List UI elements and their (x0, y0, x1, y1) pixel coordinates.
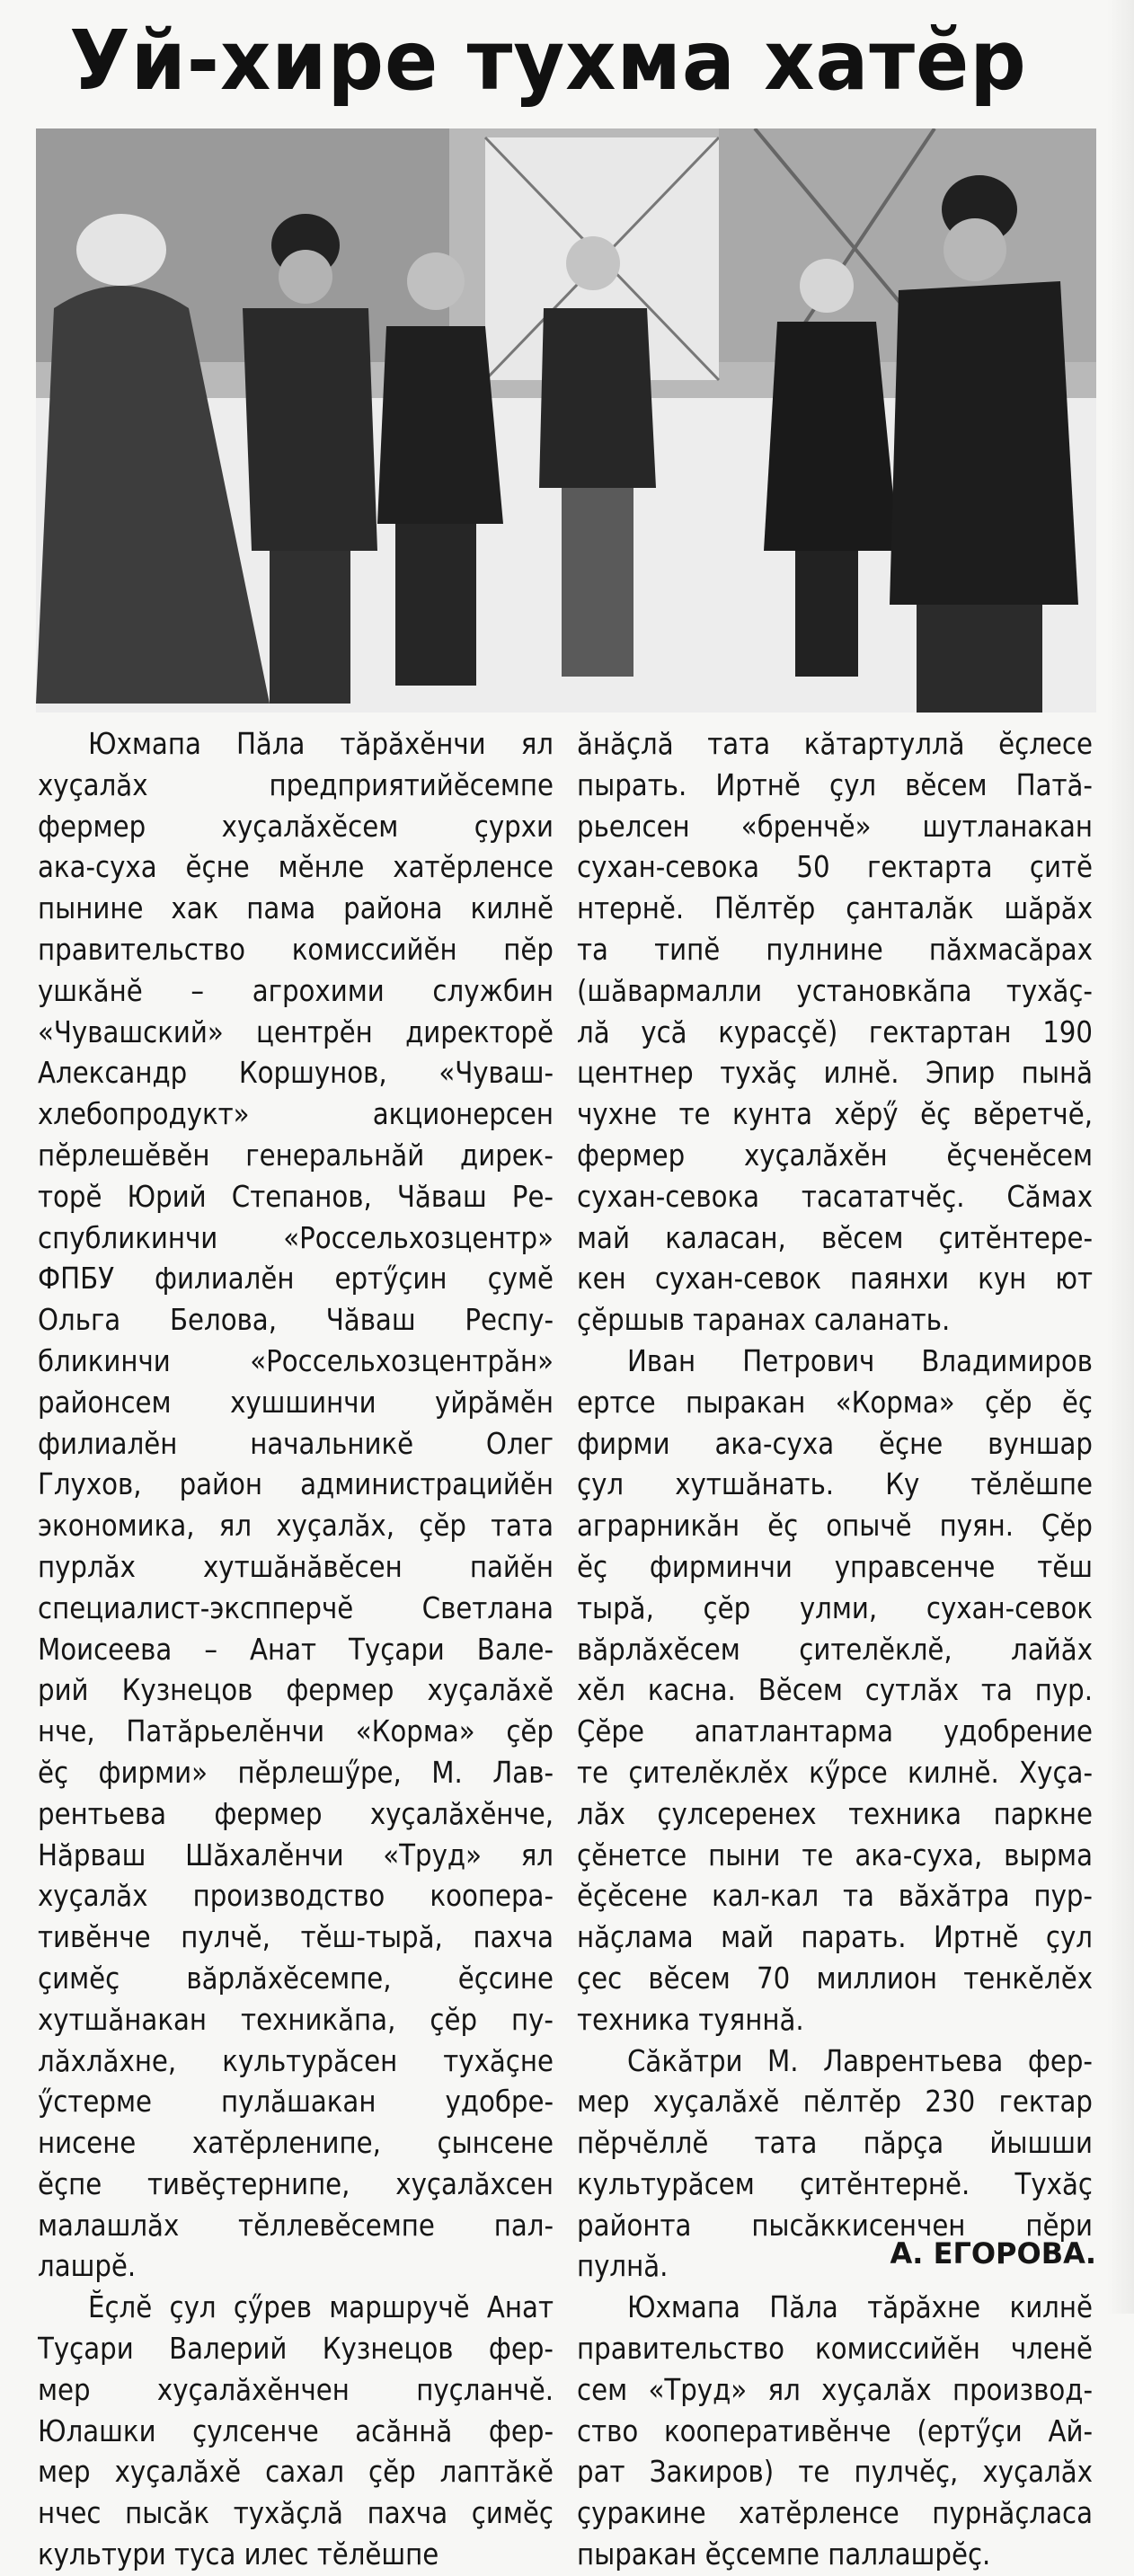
article-line: çул хутшăнать. Ку тĕлĕшпе (577, 1467, 1093, 1502)
article-line: пыракан ĕçсемпе паллашрĕç. (577, 2537, 991, 2572)
article-line: Глухов, район администрацийĕн (38, 1467, 554, 1502)
article-line: нчес пысăк тухăçлă пахча çимĕç (38, 2496, 554, 2531)
article-line: Юлашки çулсенче асăннă фер- (38, 2413, 554, 2448)
article-line: Юхмапа Пăла тăрăхне килнĕ (627, 2290, 1093, 2325)
article-line: сем «Труд» ял хуçалăх производ- (577, 2372, 1093, 2407)
article-photo (36, 128, 1096, 713)
article-line: кен сухан-севок паянхи кун ют (577, 1261, 1093, 1297)
article-line: çимĕç вăрлăхĕсемпе, ĕçсине (38, 1961, 554, 1996)
article-line: ĕçĕсене кал-кал та вăхăтра пур- (577, 1879, 1093, 1914)
article-line: Александр Коршунов, «Чуваш- (38, 1056, 554, 1091)
article-line: хуçалăх производство коопера- (38, 1879, 554, 1914)
article-line: (шăвармалли установкăпа тухăç- (577, 973, 1093, 1008)
article-line: нтернĕ. Пĕлтĕр çанталăк шăрăх (577, 891, 1093, 926)
article-line: Çĕре апатлантарма удобрение (577, 1714, 1093, 1749)
article-line: Сăкăтри М. Лаврентьева фер- (627, 2043, 1093, 2078)
article-line: Иван Петрович Владимиров (627, 1343, 1093, 1378)
article-line: районта пысăккисенчен пĕри (577, 2208, 1093, 2243)
article-line: рий Кузнецов фермер хуçалăхĕ (38, 1673, 554, 1708)
article-line: культурăсем çитĕнтернĕ. Тухăç (577, 2166, 1093, 2201)
article-line: малашлăх тĕллевĕсемпе пал- (38, 2208, 554, 2243)
article-line: тырă, çĕр улми, сухан-севок (577, 1590, 1093, 1625)
article-line: сухан-севока 50 гектарта çитĕ (577, 850, 1093, 885)
article-line: çĕнетсе пыни те ака-суха, вырма (577, 1837, 1093, 1872)
article-line: вăрлăхĕсем çителĕклĕ, лайăх (577, 1632, 1093, 1667)
article-line: пĕрчĕллĕ тата пăрçа йышши (577, 2126, 1093, 2161)
article-line: те çителĕклĕх кӳрсе килнĕ. Хуçа- (577, 1755, 1093, 1790)
article-line: фирми ака-суха ĕçне вуншар (577, 1426, 1093, 1461)
article-line: хĕл касна. Вĕсем сутлăх та пур. (577, 1673, 1093, 1708)
article-line: çĕршыв таранах саланать. (577, 1303, 951, 1338)
article-line: экономика, ял хуçалăх, çĕр тата (38, 1509, 554, 1544)
article-column-left (38, 724, 554, 2576)
article-author: А. ЕГОРОВА. (890, 2236, 1096, 2271)
article-line: культури туса илес тĕлĕшпе (38, 2537, 439, 2572)
article-line: мер хуçалăхĕ сахал çĕр лаптăкĕ (38, 2455, 554, 2490)
article-line: Моисеева – Анат Туçари Вале- (38, 1632, 554, 1667)
page-edge (1107, 0, 1134, 2314)
article-line: ăнăçлă тата кăтартуллă ĕçлесе (577, 727, 1093, 761)
article-line: ство кооперативĕнче (ертӳçи Ай- (577, 2413, 1093, 2448)
article-line: пурлăх хутшăнăвĕсен пайĕн (38, 1549, 554, 1584)
article-line: рентьева фермер хуçалăхĕнче, (38, 1796, 554, 1831)
article-line: районсем хушшинчи уйрăмĕн (38, 1385, 554, 1420)
article-line: пĕрлешĕвĕн генеральнăй дирек- (38, 1138, 554, 1173)
article-line: филиалĕн начальникĕ Олег (38, 1426, 554, 1461)
article-line: ертсе пыракан «Корма» çĕр ĕç (577, 1385, 1093, 1420)
article-line: нăçлама май парать. Иртнĕ çул (577, 1920, 1093, 1955)
article-line: Туçари Валерий Кузнецов фер- (38, 2332, 554, 2367)
article-line: центнер тухăç илнĕ. Эпир пынă (577, 1056, 1093, 1091)
article-line: фермер хуçалăхĕсем çурхи (38, 809, 554, 844)
article-line: пулнă. (577, 2249, 669, 2284)
article-line: спубликинчи «Россельхозцентр» (38, 1220, 554, 1255)
article-line: нче, Патăрьелĕнчи «Корма» çĕр (38, 1714, 554, 1749)
article-line: бликинчи «Россельхозцентрăн» (38, 1343, 554, 1378)
article-line: ФПБУ филиалĕн ертӳçин çумĕ (38, 1261, 554, 1297)
article-line: нисене хатĕрленипе, çынсене (38, 2126, 554, 2161)
article-column-right (577, 724, 1093, 2576)
article-line: Ĕçлĕ çул çӳрев маршручĕ Анат (88, 2290, 554, 2325)
article-line: мер хуçалăхĕ пĕлтĕр 230 гектар (577, 2085, 1093, 2120)
article-line: ушкăнĕ – агрохими службин (38, 973, 554, 1008)
group-photo-icon (36, 128, 1096, 713)
article-line: техника туяннă. (577, 2002, 804, 2037)
article-line: май каласан, вĕсем çитĕнтере- (577, 1220, 1093, 1255)
article-line: Нăрваш Шăхалĕнчи «Труд» ял (38, 1837, 554, 1872)
article-line: тивĕнче пулчĕ, тĕш-тырă, пахча (38, 1920, 554, 1955)
article-line: та типĕ пулнине пăхмасăрах (577, 932, 1093, 967)
article-line: аграрникăн ĕç опычĕ пуян. Çĕр (577, 1509, 1093, 1544)
article-line: çес вĕсем 70 миллион тенкĕлĕх (577, 1961, 1093, 1996)
article-line: специалист-экспперчĕ Светлана (38, 1590, 554, 1625)
article-line: правительство комиссийĕн пĕр (38, 932, 554, 967)
article-headline: Уй-хире тухма хатĕр (69, 13, 1027, 109)
article-line: торĕ Юрий Степанов, Чăваш Ре- (38, 1179, 554, 1214)
article-line: сухан-севока тасататчĕç. Сăмах (577, 1179, 1093, 1214)
article-line: пырать. Иртнĕ çул вĕсем Патă- (577, 767, 1093, 802)
article-line: Ольга Белова, Чăваш Респу- (38, 1303, 554, 1338)
article-line: хутшăнакан техникăпа, çĕр пу- (38, 2002, 554, 2037)
article-line: пынине хак пама района килнĕ (38, 891, 554, 926)
article-line: хуçалăх предприятийĕсемпе (38, 767, 554, 802)
article-line: ӳстерме пулăшакан удобре- (38, 2085, 554, 2120)
article-line: рьелсен «бренчĕ» шутланакан (577, 809, 1093, 844)
article-line: чухне те кунта хĕрӳ ĕç вĕретчĕ, (577, 1097, 1093, 1132)
article-line: ĕç фирми» пĕрлешӳре, М. Лав- (38, 1755, 554, 1790)
article-line: ака-суха ĕçне мĕнле хатĕрленсе (38, 850, 554, 885)
article-line: мер хуçалăхĕнчен пуçланчĕ. (38, 2372, 554, 2407)
article-line: «Чувашский» центрĕн директорĕ (38, 1014, 554, 1049)
article-line: çуракине хатĕрленсе пурнăçласа (577, 2496, 1093, 2531)
article-line: ĕçпе тивĕçтернипе, хуçалăхсен (38, 2166, 554, 2201)
article-line: правительство комиссийĕн членĕ (577, 2332, 1093, 2367)
article-line: лăх çулсеренех техника паркне (577, 1796, 1093, 1831)
article-line: фермер хуçалăхĕн ĕçченĕсем (577, 1138, 1093, 1173)
article-line: хлебопродукт» акционерсен (38, 1097, 554, 1132)
article-line: рат Закиров) те пулчĕç, хуçалăх (577, 2455, 1093, 2490)
article-line: ĕç фирминчи управсенче тĕш (577, 1549, 1093, 1584)
article-line: лă усă курасçĕ) гектартан 190 (577, 1014, 1093, 1049)
article-line: Юхмапа Пăла тăрăхĕнчи ял (88, 727, 554, 761)
article-line: лашрĕ. (38, 2249, 137, 2284)
article-line: лăхлăхне, культурăсен тухăçне (38, 2043, 554, 2078)
